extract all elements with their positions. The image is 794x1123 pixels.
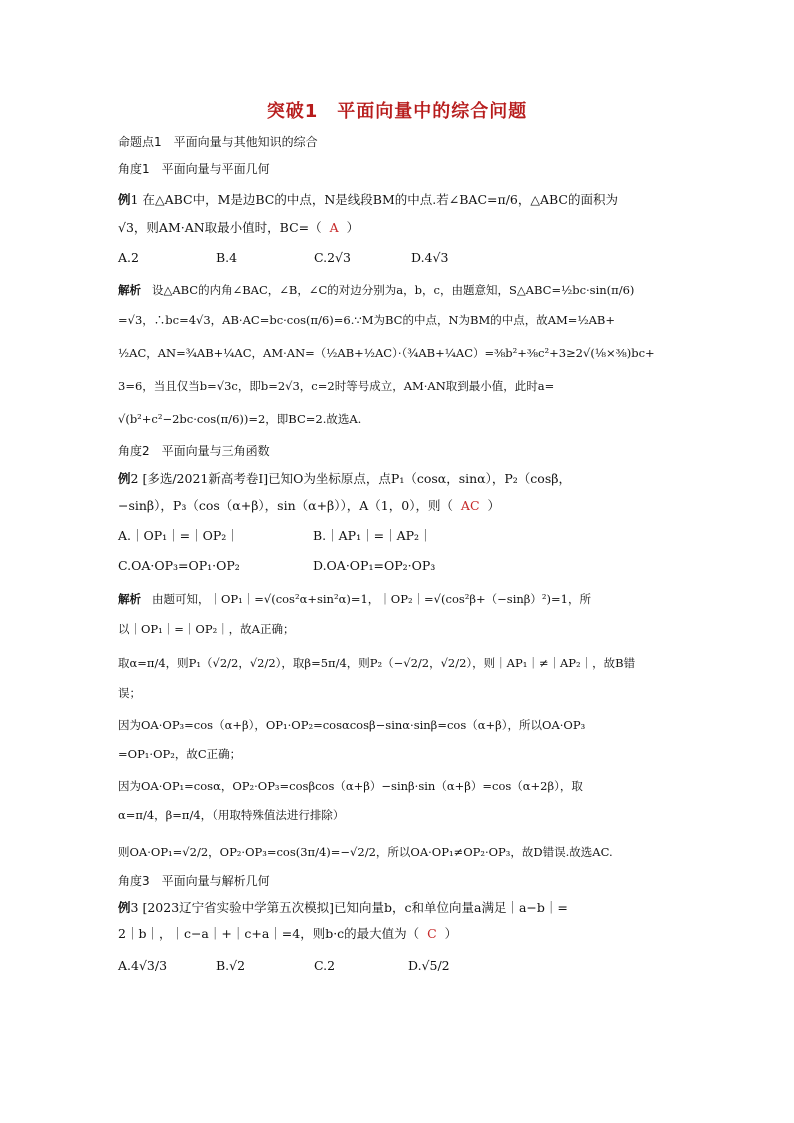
option-d: D.4√3 bbox=[411, 250, 449, 265]
example-2-line-2 bbox=[118, 497, 678, 515]
solution-2-line-4: 误； bbox=[118, 686, 141, 700]
example-1-answer: A bbox=[329, 220, 339, 235]
solution-2-text-1: 由题可知，｜OP₁｜=√(cos²α+sin²α)=1，｜OP₂｜=√(cos²β+（−sinβ）²)=1，所 bbox=[151, 592, 591, 606]
example-1-line-1 bbox=[118, 191, 678, 209]
section-heading: 命题点1 平面向量与其他知识的综合 bbox=[118, 135, 318, 149]
example-1-text-2: √3，则AM·AN取最小值时，BC=（ bbox=[118, 220, 322, 235]
example-1-line-2 bbox=[118, 219, 678, 237]
solution-2-line-1 bbox=[118, 590, 678, 608]
solution-2-line-6: =OP₁·OP₂，故C正确； bbox=[118, 747, 242, 761]
solution-2-line-7: 因为OA·OP₁=cosα，OP₂·OP₃=cosβcos（α+β）−sinβ·sin（α+β）=cos（α+2β），取 bbox=[118, 779, 583, 793]
example-number: 2 bbox=[130, 471, 139, 486]
solution-1-line-5: √(b²+c²−2bc·cos(π/6))=2，即BC=2.故选A. bbox=[118, 412, 362, 426]
example-3-line-1 bbox=[118, 899, 678, 917]
solution-1-line-4: 3=6，当且仅当b=√3c，即b=2√3，c=2时等号成立，AM·AN取到最小值，此时a= bbox=[118, 379, 555, 393]
example-3-answer: C bbox=[427, 926, 437, 941]
example-2-answer: AC bbox=[460, 498, 480, 513]
option-a: A.2 bbox=[118, 250, 139, 265]
solution-1-line-1 bbox=[118, 281, 678, 299]
option-a: A.4√3/3 bbox=[118, 958, 168, 973]
solution-2-line-2: 以｜OP₁｜=｜OP₂｜，故A正确； bbox=[118, 622, 295, 636]
angle-heading-3: 角度3 平面向量与解析几何 bbox=[118, 874, 270, 888]
example-2-text-2: −sinβ），P₃（cos（α+β），sin（α+β）），A（1，0），则（ bbox=[118, 498, 453, 513]
solution-2-line-9: 则OA·OP₁=√2/2，OP₂·OP₃=cos(3π/4)=−√2/2，所以OA·OP₁≠OP₂·OP₃，故D错误.故选AC. bbox=[118, 845, 613, 859]
example-2-line-1 bbox=[118, 470, 678, 488]
solution-label: 解析 bbox=[118, 283, 141, 297]
solution-label: 解析 bbox=[118, 592, 141, 606]
example-2-text: [多选/2021新高考卷Ⅰ]已知O为坐标原点，点P₁（cosα，sinα），P₂（cosβ， bbox=[142, 471, 571, 486]
example-number: 3 bbox=[130, 900, 139, 915]
example-1-text: 在△ABC中，M是边BC的中点，N是线段BM的中点.若∠BAC=π/6，△ABC的面积为 bbox=[142, 192, 618, 207]
example-3-line-2 bbox=[118, 925, 678, 943]
angle-heading-1: 角度1 平面向量与平面几何 bbox=[118, 162, 270, 176]
solution-1-line-3: ½AC，AN=¾AB+¼AC，AM·AN=（½AB+½AC）·（¾AB+¼AC）=⅜b²+⅜c²+3≥2√(⅛×⅜)bc+ bbox=[118, 346, 655, 360]
example-3-text-2: 2｜b｜，｜c−a｜+｜c+a｜=4，则b·c的最大值为（ bbox=[118, 926, 420, 941]
example-label: 例 bbox=[118, 471, 131, 486]
option-c: C.OA·OP₃=OP₁·OP₂ bbox=[118, 558, 240, 573]
example-number: 1 bbox=[130, 192, 139, 207]
solution-1-line-2: =√3，∴bc=4√3，AB·AC=bc·cos(π/6)=6.∵M为BC的中点，N为BM的中点，故AM=½AB+ bbox=[118, 313, 615, 327]
example-2-paren: ） bbox=[487, 498, 500, 513]
option-a: A.｜OP₁｜=｜OP₂｜ bbox=[118, 528, 239, 543]
option-b: B.4 bbox=[216, 250, 238, 265]
solution-2-line-8: α=π/4，β=π/4，（用取特殊值法进行排除） bbox=[118, 808, 345, 822]
solution-1-text-1: 设△ABC的内角∠BAC，∠B，∠C的对边分别为a，b，c，由题意知，S△ABC=½bc·sin(π/6) bbox=[151, 283, 635, 297]
option-d: D.OA·OP₁=OP₂·OP₃ bbox=[313, 558, 436, 573]
example-label: 例 bbox=[118, 192, 131, 207]
page-title: 突破1 平面向量中的综合问题 bbox=[266, 101, 528, 122]
option-d: D.√5/2 bbox=[408, 958, 450, 973]
angle-heading-2: 角度2 平面向量与三角函数 bbox=[118, 444, 270, 458]
solution-2-line-5: 因为OA·OP₃=cos（α+β），OP₁·OP₂=cosαcosβ−sinα·sinβ=cos（α+β），所以OA·OP₃ bbox=[118, 718, 586, 732]
example-1-paren: ） bbox=[346, 220, 360, 235]
option-b: B.√2 bbox=[216, 958, 246, 973]
solution-2-line-3: 取α=π/4，则P₁（√2/2，√2/2），取β=5π/4，则P₂（−√2/2，√2/2），则｜AP₁｜≠｜AP₂｜，故B错 bbox=[118, 656, 636, 670]
example-label: 例 bbox=[118, 900, 131, 915]
option-b: B.｜AP₁｜=｜AP₂｜ bbox=[313, 528, 432, 543]
example-3-text: [2023辽宁省实验中学第五次模拟]已知向量b，c和单位向量a满足｜a−b｜= bbox=[142, 900, 568, 915]
option-c: C.2√3 bbox=[314, 250, 351, 265]
option-c: C.2 bbox=[314, 958, 336, 973]
example-3-paren: ） bbox=[444, 926, 458, 941]
